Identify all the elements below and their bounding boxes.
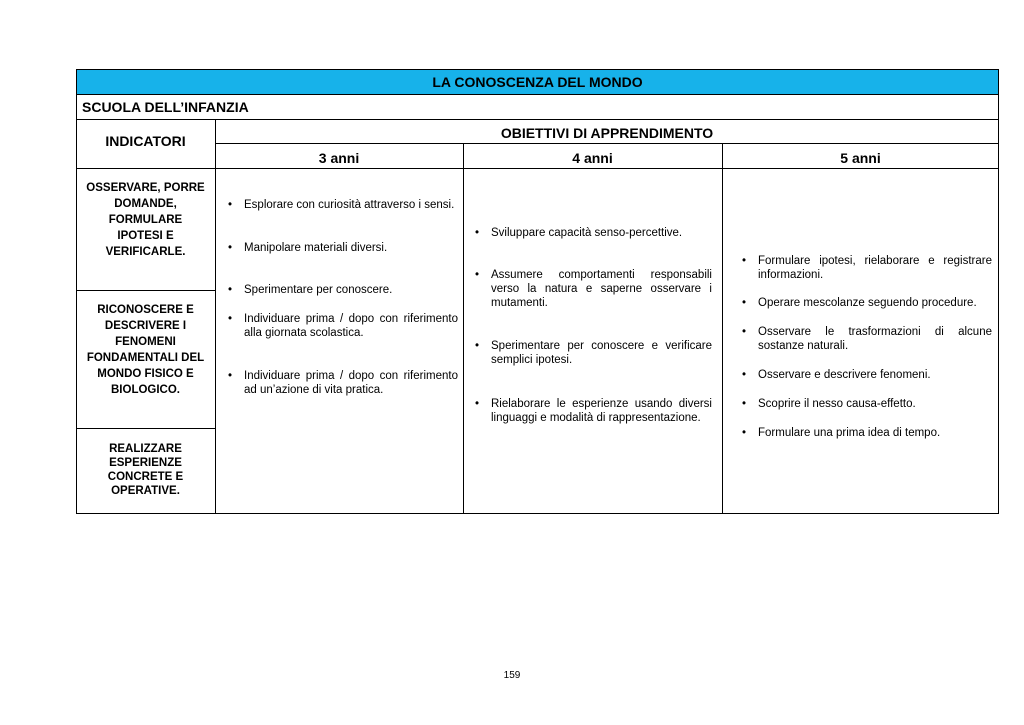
list-item: • Rielaborare le esperienze usando diversi linguaggi e modalità di rappresentazione.: [469, 397, 712, 425]
curriculum-table: [76, 69, 999, 514]
list-item: • Sperimentare per conoscere.: [222, 283, 458, 297]
divider: [215, 119, 216, 514]
divider: [76, 290, 215, 291]
list-item: • Sperimentare per conoscere e verificare semplici ipotesi.: [469, 339, 712, 367]
age-header-4: 4 anni: [572, 150, 613, 166]
list-item: • Manipolare materiali diversi.: [222, 241, 458, 255]
indicator-observe: OSSERVARE, PORRE DOMANDE, FORMULARE IPOTESI E VERIFICARLE.: [86, 182, 205, 258]
indicator-recognize: RICONOSCERE E DESCRIVERE I FENOMENI FONDAMENTALI DEL MONDO FISICO E BIOLOGICO.: [86, 304, 205, 396]
list-item: • Osservare le trasformazioni di alcune sostanze naturali.: [736, 325, 992, 353]
list-item: • Scoprire il nesso causa-effetto.: [736, 397, 992, 411]
table-title: LA CONOSCENZA DEL MONDO: [76, 69, 999, 95]
list-item: • Sviluppare capacità senso-percettive.: [469, 226, 712, 240]
list-item: • Assumere comportamenti responsabili verso la natura e saperne osservare i mutamenti.: [469, 268, 712, 310]
list-item: • Esplorare con curiosità attraverso i sensi.: [222, 198, 458, 212]
list-item: • Osservare e descrivere fenomeni.: [736, 368, 992, 382]
list-item: • Formulare ipotesi, rielaborare e registrare informazioni.: [736, 254, 992, 282]
divider: [76, 428, 215, 429]
school-label: SCUOLA DELL’INFANZIA: [82, 99, 249, 115]
indicators-header: INDICATORI: [105, 133, 186, 149]
divider: [215, 143, 999, 144]
divider: [463, 143, 464, 514]
divider: [76, 94, 999, 95]
list-item: • Individuare prima / dopo con riferimento ad un’azione di vita pratica.: [222, 369, 458, 397]
list-item: • Formulare una prima idea di tempo.: [736, 426, 992, 440]
list-item: • Operare mescolanze seguendo procedure.: [736, 296, 992, 310]
age-header-3: 3 anni: [318, 150, 360, 166]
indicator-experiences: REALIZZARE ESPERIENZE CONCRETE E OPERATIVE.: [107, 443, 184, 497]
divider: [722, 143, 723, 514]
page-number: 159: [503, 670, 521, 681]
list-item: • Individuare prima / dopo con riferimento alla giornata scolastica.: [222, 312, 458, 340]
border-top: [76, 69, 999, 70]
objectives-header: OBIETTIVI DI APPRENDIMENTO: [500, 125, 714, 141]
age-header-5: 5 anni: [840, 150, 881, 166]
